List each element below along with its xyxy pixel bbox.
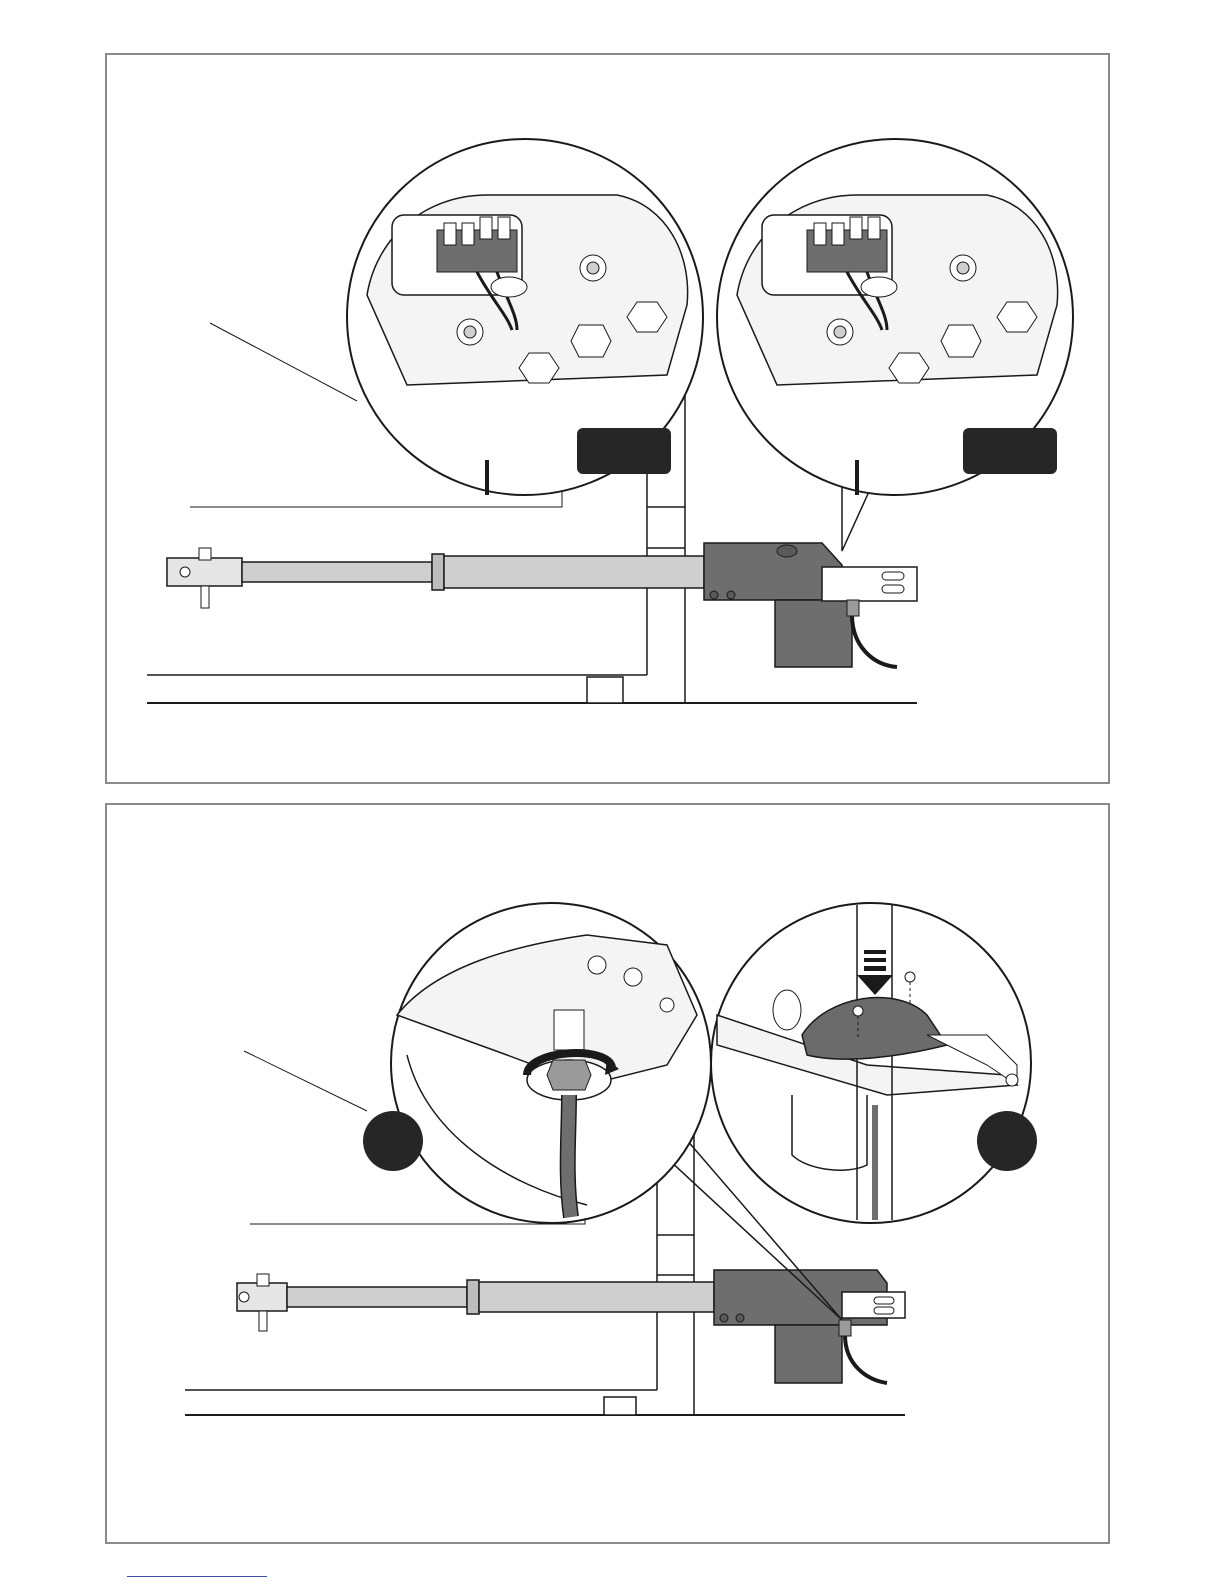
leader-line	[244, 1051, 367, 1111]
figure-panel-cover	[105, 803, 1110, 1544]
step-badge	[577, 428, 671, 474]
wiring-illustration	[107, 55, 1112, 786]
gearmotor	[704, 543, 917, 667]
step-badge	[363, 1111, 423, 1171]
leader-line	[210, 323, 357, 401]
operator-arm	[237, 1274, 714, 1331]
figure-panel-wiring	[105, 53, 1110, 784]
footer-link-underline[interactable]	[127, 1576, 267, 1578]
detail-view-terminal-b	[717, 139, 1073, 495]
hinge-foot	[604, 1397, 636, 1415]
hinge-foot	[587, 677, 623, 703]
step-badge	[977, 1111, 1037, 1171]
detail-view-terminal-a	[347, 139, 703, 495]
detail-view-cable-gland	[363, 903, 711, 1223]
cover-illustration	[107, 805, 1112, 1546]
operator-arm	[167, 548, 704, 608]
gearmotor	[714, 1270, 905, 1383]
detail-view-cover	[711, 903, 1037, 1223]
step-badge	[963, 428, 1057, 474]
